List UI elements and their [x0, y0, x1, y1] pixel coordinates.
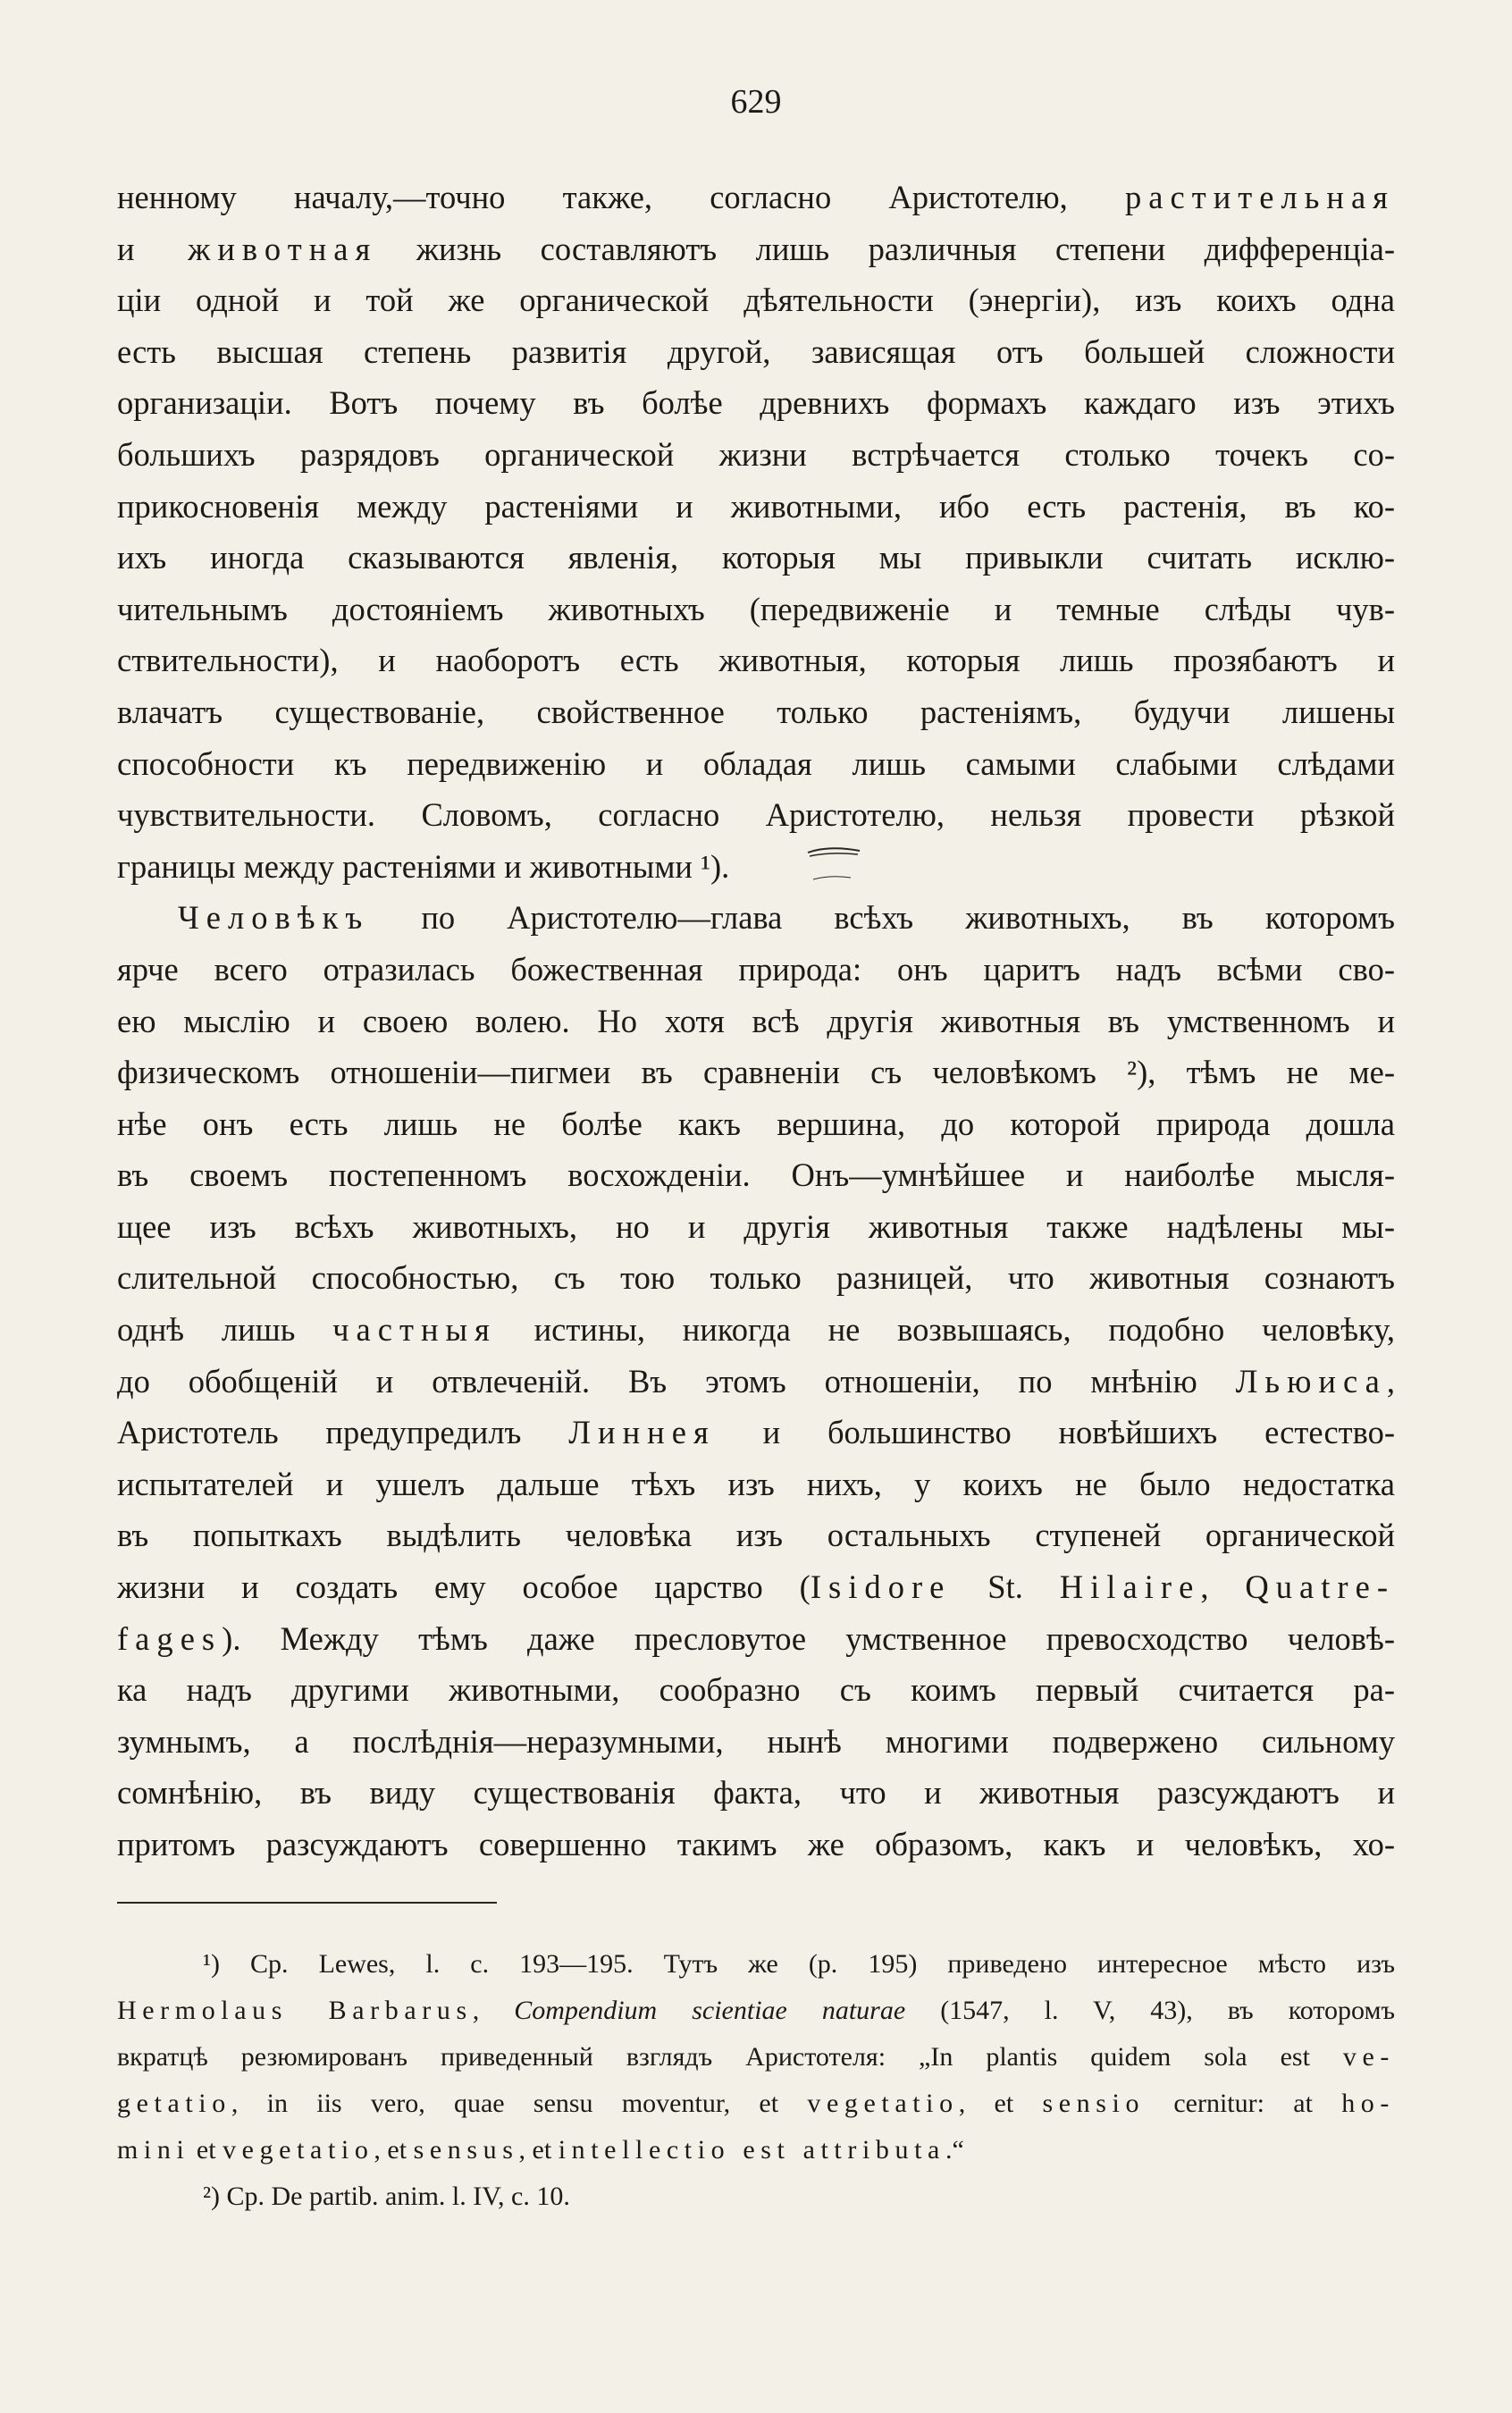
spaced-emphasis: sensio [1042, 2089, 1146, 2118]
text-line [117, 1149, 1395, 1201]
text-line [117, 1819, 1395, 1871]
spaced-emphasis: Quatre- [1245, 1568, 1395, 1606]
text-run: слительной способностью, съ тою только разницей, что животныя сознаютъ [117, 1259, 1395, 1297]
text-line [117, 635, 1395, 686]
text-run: по Аристотелю—глава всѣхъ животныхъ, въ которомъ [369, 899, 1395, 937]
text-line [117, 1716, 1395, 1768]
text-line [117, 1613, 1395, 1665]
text-run: однѣ лишь [117, 1311, 333, 1349]
text-run: до обобщеній и отвлеченій. Въ этомъ отношеніи, по мнѣнію [117, 1362, 1236, 1400]
text-run: зумнымъ, а послѣднія—неразумными, нынѣ многими подвержено сильному [117, 1722, 1395, 1760]
text-run: (1547, l. V, 43), въ которомъ [905, 1996, 1395, 2025]
text-run: испытателей и ушелъ дальше тѣхъ изъ нихъ, у коихъ не было недостатка [117, 1465, 1395, 1502]
text-line [117, 1304, 1395, 1356]
text-line [117, 274, 1395, 326]
spaced-emphasis: ho- [1341, 2089, 1395, 2118]
spaced-emphasis: и животная [117, 230, 378, 267]
text-run: , et [958, 2089, 1043, 2118]
text-run: ²) Ср. De partib. anim. l. IV, c. 10. [203, 2182, 570, 2211]
spaced-emphasis: Линнея [568, 1414, 716, 1451]
footnote-line [117, 2127, 1395, 2173]
text-run: физическомъ отношеніи—пигмеи въ сравненіи съ человѣкомъ ²), тѣмъ не ме- [117, 1054, 1395, 1091]
text-run: жизнь составляютъ лишь различныя степени дифференціа- [377, 230, 1396, 267]
spaced-emphasis: sensus [413, 2135, 519, 2165]
text-run: St. [951, 1568, 1060, 1606]
text-line [117, 789, 1395, 841]
text-run: et [189, 2135, 223, 2165]
spaced-emphasis: Hilaire [1059, 1568, 1201, 1606]
text-run: жизни и создать ему особое царство ( [117, 1568, 811, 1606]
text-line [117, 1459, 1395, 1510]
text-line [117, 584, 1395, 635]
text-line [117, 1047, 1395, 1098]
text-line [117, 377, 1395, 429]
spaced-emphasis: getatio [117, 2089, 231, 2118]
text-line [117, 996, 1395, 1047]
text-line [117, 172, 1395, 223]
italic-emphasis: Compendium scientiae naturae [514, 1996, 906, 2025]
text-line [117, 223, 1395, 275]
text-run: въ попыткахъ выдѣлить человѣка изъ остальныхъ ступеней органической [117, 1517, 1395, 1554]
page-number: 629 [730, 83, 782, 121]
text-run: ненному началу,—точно также, согласно Аристотелю, [117, 179, 1125, 215]
text-run: истины, никогда не возвышаясь, подобно человѣку, [496, 1311, 1395, 1349]
text-run: ). Между тѣмъ даже пресловутое умственное превосходство человѣ- [222, 1619, 1395, 1657]
spaced-emphasis: частныя [332, 1311, 497, 1349]
text-run: чительнымъ достояніемъ животныхъ (передвиженіе и темные слѣды чув- [117, 590, 1395, 627]
spaced-emphasis: vegetatio [223, 2135, 374, 2165]
spaced-emphasis: intellectio est attributa [558, 2135, 945, 2165]
text-run: сомнѣнію, въ виду существованія факта, что и животныя разсуждаютъ и [117, 1774, 1395, 1812]
text-line [117, 1561, 1395, 1613]
footnote-line [117, 2173, 1395, 2220]
spaced-emphasis: mini [117, 2135, 190, 2165]
spaced-emphasis: vegetatio [807, 2089, 959, 2118]
text-run: , et [374, 2135, 414, 2165]
text-run: cernitur: at [1145, 2089, 1342, 2118]
spaced-emphasis: fages [117, 1619, 223, 1657]
footnote-rule [117, 1902, 497, 1904]
spaced-emphasis: растительная [1124, 179, 1395, 215]
spaced-emphasis: Isidore [810, 1568, 952, 1606]
text-line [117, 1201, 1395, 1253]
text-run: , [1200, 1568, 1246, 1606]
text-run: влачатъ существованіе, свойственное только растеніямъ, будучи лишены [117, 693, 1395, 730]
text-run: большихъ разрядовъ органической жизни встрѣчается столько точекъ со- [117, 435, 1395, 473]
footnote-line [117, 2081, 1395, 2127]
text-run: нѣе онъ есть лишь не болѣе какъ вершина, до которой природа дошла [117, 1105, 1395, 1142]
text-run: способности къ передвиженію и обладая лишь самыми слабыми слѣдами [117, 744, 1395, 782]
text-line [117, 892, 1395, 944]
text-line [117, 944, 1395, 996]
text-line [117, 1664, 1395, 1716]
text-run: ствительности), и наоборотъ есть животныя, которыя лишь прозябаютъ и [117, 642, 1395, 679]
text-run: въ своемъ постепенномъ восхожденіи. Онъ—умнѣйшее и наиболѣе мысля- [117, 1156, 1395, 1194]
text-run: чувствительности. Словомъ, согласно Аристотелю, нельзя провести рѣзкой [117, 796, 1395, 834]
text-line [117, 686, 1395, 738]
main-text [117, 172, 1395, 1871]
text-run: , [472, 1996, 515, 2025]
text-run: ка надъ другими животными, сообразно съ коимъ первый считается ра- [117, 1671, 1395, 1709]
ink-mark [806, 845, 863, 883]
text-run: есть высшая степень развитія другой, зависящая отъ большей сложности [117, 332, 1395, 370]
footnote-line [117, 1941, 1395, 1988]
footnote-line [117, 1988, 1395, 2034]
text-run: Аристотель предупредилъ [117, 1414, 569, 1451]
text-line [117, 1098, 1395, 1150]
text-line [117, 841, 1395, 893]
text-run: ихъ иногда сказываются явленія, которыя мы привыкли считать исклю- [117, 539, 1395, 576]
spaced-emphasis: Hermolaus Barbarus [117, 1996, 473, 2025]
spaced-emphasis: Льюиса [1235, 1362, 1387, 1400]
text-run: ¹) Ср. Lewes, l. c. 193—195. Тутъ же (p. 195) приведено интересное мѣсто изъ [203, 1949, 1395, 1979]
spaced-emphasis: ve- [1342, 2042, 1395, 2072]
text-line [117, 1767, 1395, 1819]
text-run: границы между растеніями и животными ¹). [117, 847, 730, 885]
text-line [117, 1509, 1395, 1561]
text-line [117, 326, 1395, 378]
text-line [117, 1356, 1395, 1408]
text-run: , [1386, 1362, 1395, 1400]
text-line [117, 1252, 1395, 1304]
text-run: , et [518, 2135, 559, 2165]
text-run: ею мыслію и своею волею. Но хотя всѣ другія животныя въ умственномъ и [117, 1002, 1395, 1039]
text-run: прикосновенія между растеніями и животными, ибо есть растенія, въ ко- [117, 487, 1395, 525]
text-run: ярче всего отразилась божественная природа: онъ царитъ надъ всѣми сво- [117, 950, 1395, 988]
footnote-line [117, 2034, 1395, 2081]
text-run: притомъ разсуждаютъ совершенно такимъ же образомъ, какъ и человѣкъ, хо- [117, 1826, 1395, 1862]
text-line [117, 738, 1395, 790]
text-run: и большинство новѣйшихъ естество- [715, 1414, 1395, 1451]
text-run: организаціи. Вотъ почему въ болѣе древнихъ формахъ каждаго изъ этихъ [117, 384, 1395, 422]
text-line [117, 429, 1395, 481]
text-line [117, 481, 1395, 533]
text-run: вкратцѣ резюмированъ приведенный взглядъ Аристотеля: „In plantis quidem sola est [117, 2042, 1343, 2072]
text-run: щее изъ всѣхъ животныхъ, но и другія животныя также надѣлены мы- [117, 1207, 1395, 1245]
footnotes [117, 1941, 1395, 2220]
text-run: , in iis vero, quae sensu moventur, et [231, 2089, 808, 2118]
text-run: ціи одной и той же органической дѣятельности (энергіи), изъ коихъ одна [117, 282, 1395, 319]
text-line [117, 1407, 1395, 1459]
spaced-emphasis: Человѣкъ [178, 899, 370, 937]
text-line [117, 532, 1395, 584]
text-run: .“ [945, 2135, 964, 2165]
